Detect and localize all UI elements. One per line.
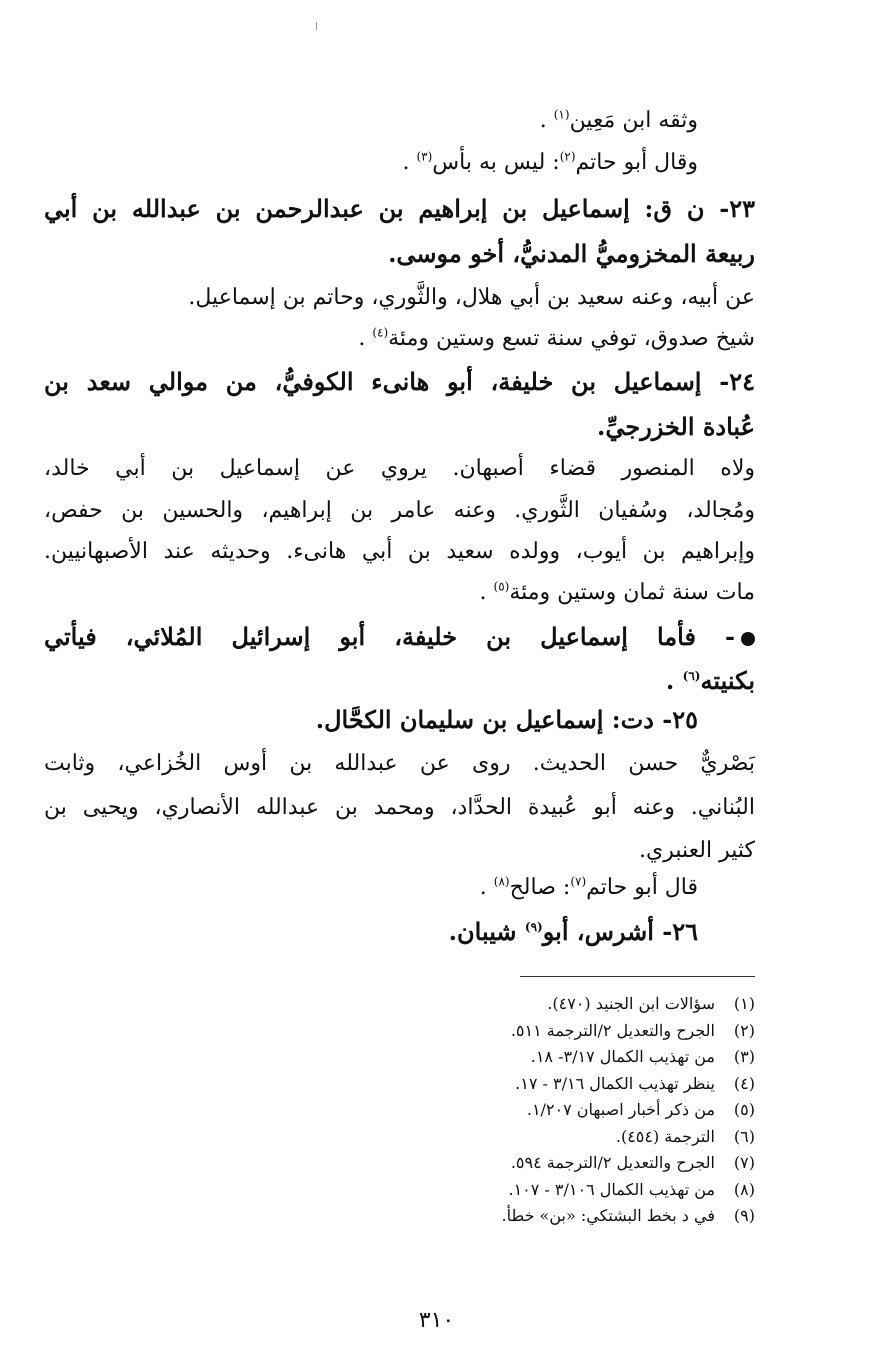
bullet-dot-icon — [741, 632, 755, 646]
text: . — [665, 666, 675, 695]
text: ٢٣- ن ق: إسماعيل بن إبراهيم بن عبدالرحمن بن عبدالله بن أبي — [44, 194, 755, 223]
footnote-ref[interactable]: (٢) — [559, 149, 576, 164]
footnote-ref[interactable]: (٤) — [372, 325, 389, 340]
text: ومُجالد، وسُفيان الثَّوري. وعنه عامر بن إبراهيم، والحسين بن حفص، — [44, 498, 755, 523]
footnote-ref[interactable]: (٩) — [524, 920, 543, 934]
text-line — [639, 834, 755, 868]
footnote-number: (٣) — [733, 1047, 755, 1066]
footnote-text: من تهذيب الكمال ٣/١٧- ١٨. — [530, 1047, 715, 1066]
footnote-text: من تهذيب الكمال ٣/١٠٦ - ١٠٧. — [508, 1179, 715, 1199]
footnote-text: الترجمة (٤٥٤). — [615, 1126, 715, 1146]
footnote-text: الجرح والتعديل ٢/الترجمة ٥١١. — [510, 1020, 715, 1040]
footnote-item — [515, 1072, 755, 1096]
text: ٢٥- دت: إسماعيل بن سليمان الكحَّال. — [315, 705, 698, 734]
page-number: ٣١٠ — [418, 1308, 455, 1333]
text: ولاه المنصور قضاء أصبهان. يروي عن إسماعيل بن أبي خالد، — [44, 456, 755, 481]
footnote-item — [511, 1151, 755, 1175]
footnote-number: (٢) — [733, 1020, 755, 1040]
footnote-item — [527, 1098, 755, 1122]
text: شيبان. — [448, 917, 525, 946]
footnote-number: (٨) — [733, 1179, 755, 1199]
footnote-item — [531, 1045, 755, 1069]
footnote-text: من ذكر أخبار اصبهان ١/٢٠٧. — [526, 1100, 715, 1119]
text: : ليس به بأس — [432, 150, 560, 175]
text-line — [44, 452, 755, 486]
footnote-item — [616, 1125, 755, 1149]
text-line — [480, 871, 698, 905]
text: البُناني. وعنه أبو عُبيدة الحدَّاد، ومحمد بن عبدالله الأنصاري، ويحيى بن — [44, 795, 755, 820]
entry-23-heading-cont — [388, 237, 755, 271]
footnote-ref[interactable]: (٥) — [493, 579, 510, 594]
text: ٢٦- أشرس، أبو — [542, 917, 698, 946]
text: . — [539, 108, 547, 133]
cross-reference-note-cont — [666, 664, 755, 698]
footnote-item — [511, 1019, 755, 1043]
text: ٢٤- إسماعيل بن خليفة، أبو هانىء الكوفيُّ، من موالي سعد بن — [44, 367, 755, 396]
text: قال أبو حاتم — [586, 875, 698, 900]
footnote-text: سؤالات ابن الجنيد (٤٧٠). — [547, 994, 715, 1013]
entry-23-heading — [44, 192, 755, 226]
cross-reference-note — [44, 620, 755, 654]
footnote-ref[interactable]: (٨) — [493, 874, 510, 889]
footnote-number: (٧) — [733, 1153, 755, 1172]
footnote-ref[interactable]: (٦) — [682, 669, 701, 683]
text: ربيعة المخزوميُّ المدنيُّ، أخو موسى. — [388, 239, 755, 268]
footnote-item — [547, 992, 755, 1016]
footnote-ref[interactable]: (٧) — [570, 874, 587, 889]
text: وقال أبو حاتم — [575, 150, 698, 175]
text-line — [44, 535, 755, 569]
text-line — [540, 104, 698, 138]
footnote-item — [508, 1178, 755, 1202]
text: وثقه ابن مَعِين — [569, 108, 698, 133]
footnote-number: (٥) — [733, 1100, 755, 1119]
text-line — [480, 576, 756, 610]
text: وإبراهيم بن أيوب، وولده سعيد بن أبي هانىء. وحديثه عند الأصبهانيين. — [44, 539, 755, 564]
text: شيخ صدوق، توفي سنة تسع وستين ومئة — [388, 326, 755, 351]
text: . — [479, 875, 487, 900]
text: عن أبيه، وعنه سعيد بن أبي هلال، والثَّوري، وحاتم بن إسماعيل. — [188, 285, 755, 310]
entry-24-heading — [44, 365, 755, 399]
text-line — [44, 494, 755, 528]
text: بكنيته — [700, 666, 755, 695]
entry-24-heading-cont — [597, 410, 755, 444]
footnote-text: الجرح والتعديل ٢/الترجمة ٥٩٤. — [510, 1153, 715, 1172]
footnote-text: ينظر تهذيب الكمال ٣/١٦ - ١٧. — [515, 1073, 715, 1093]
text-line — [44, 747, 755, 781]
text-line — [44, 791, 755, 825]
text-line — [358, 322, 755, 356]
footnote-text: في د بخط البشتكي: «بن» خطأ. — [501, 1206, 715, 1225]
footnote-divider — [520, 976, 755, 977]
footnote-item — [501, 1204, 755, 1228]
footnote-ref[interactable]: (١) — [553, 107, 570, 122]
footnote-number: (٩) — [733, 1206, 755, 1225]
text-line — [402, 146, 698, 180]
footnote-number: (٤) — [733, 1073, 755, 1093]
text: بَصْريٌّ حسن الحديث. روى عن عبدالله بن أوس الخُزاعي، وثابت — [44, 751, 755, 776]
text: كثير العنبري. — [639, 838, 755, 863]
scan-mark — [316, 22, 317, 30]
text: مات سنة ثمان وستين ومئة — [509, 580, 755, 605]
entry-25-heading — [316, 703, 698, 737]
text: - فأما إسماعيل بن خليفة، أبو إسرائيل المُلائي، فيأتي — [44, 622, 735, 651]
text: . — [402, 150, 410, 175]
footnote-number: (٦) — [733, 1126, 755, 1146]
text-line — [188, 281, 755, 315]
text: . — [479, 580, 487, 605]
text: : صالح — [509, 875, 571, 900]
footnote-ref[interactable]: (٣) — [416, 149, 433, 164]
entry-26-heading — [449, 915, 698, 949]
text: . — [358, 326, 366, 351]
text: عُبادة الخزرجيِّ. — [597, 412, 755, 441]
footnote-number: (١) — [733, 994, 755, 1013]
